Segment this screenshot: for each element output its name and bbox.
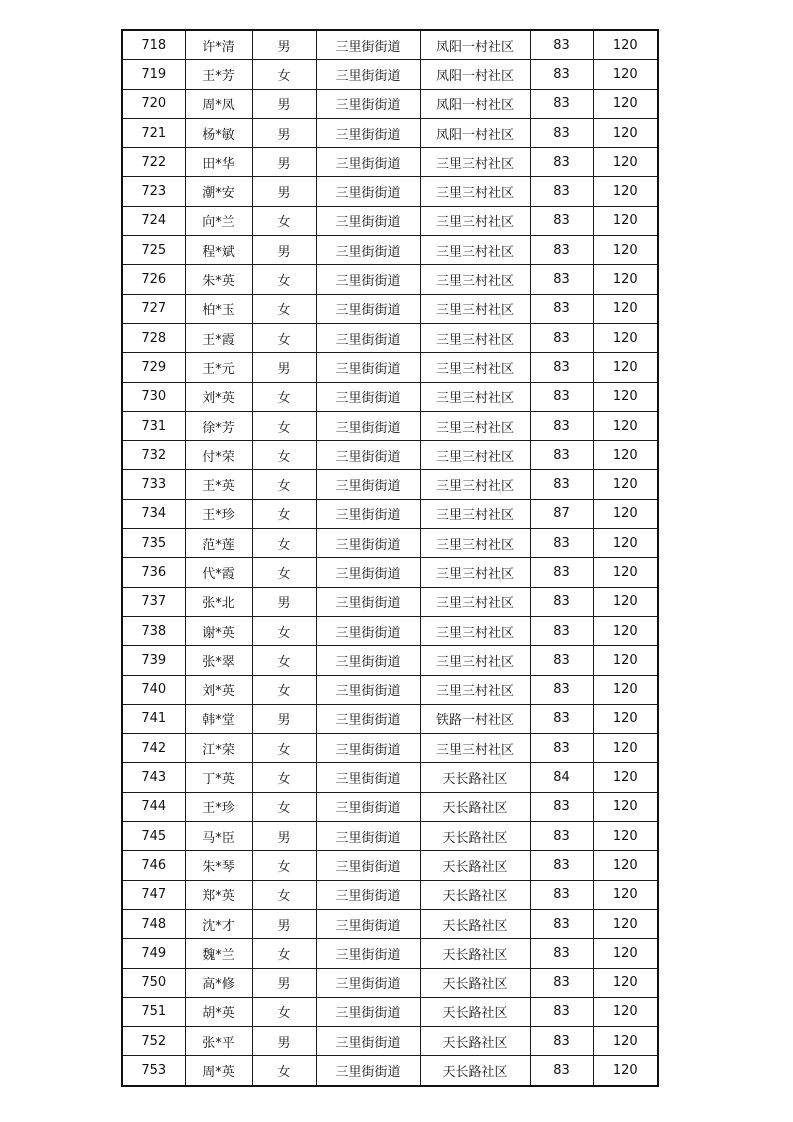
name-cell: 王*芳 bbox=[185, 60, 252, 89]
table-row bbox=[122, 529, 658, 558]
serial-number-cell: 751 bbox=[122, 997, 185, 1026]
amount-cell: 120 bbox=[593, 30, 658, 60]
age-cell: 83 bbox=[530, 880, 593, 909]
serial-number-cell: 746 bbox=[122, 851, 185, 880]
age-cell: 83 bbox=[530, 441, 593, 470]
age-cell: 83 bbox=[530, 148, 593, 177]
amount-cell: 120 bbox=[593, 997, 658, 1026]
serial-number-cell: 749 bbox=[122, 939, 185, 968]
serial-number-cell: 735 bbox=[122, 529, 185, 558]
amount-cell: 120 bbox=[593, 763, 658, 792]
community-cell: 铁路一村社区 bbox=[420, 704, 530, 733]
community-cell: 三里三村社区 bbox=[420, 294, 530, 323]
street-cell: 三里街街道 bbox=[316, 148, 420, 177]
community-cell: 三里三村社区 bbox=[420, 470, 530, 499]
gender-cell: 女 bbox=[252, 499, 316, 528]
community-cell: 三里三村社区 bbox=[420, 587, 530, 616]
name-cell: 柏*玉 bbox=[185, 294, 252, 323]
name-cell: 王*元 bbox=[185, 353, 252, 382]
table-row bbox=[122, 411, 658, 440]
table-row bbox=[122, 880, 658, 909]
street-cell: 三里街街道 bbox=[316, 441, 420, 470]
street-cell: 三里街街道 bbox=[316, 851, 420, 880]
community-cell: 三里三村社区 bbox=[420, 529, 530, 558]
community-cell: 三里三村社区 bbox=[420, 499, 530, 528]
gender-cell: 男 bbox=[252, 30, 316, 60]
name-cell: 丁*英 bbox=[185, 763, 252, 792]
age-cell: 83 bbox=[530, 1027, 593, 1056]
gender-cell: 男 bbox=[252, 89, 316, 118]
name-cell: 潮*安 bbox=[185, 177, 252, 206]
amount-cell: 120 bbox=[593, 294, 658, 323]
community-cell: 三里三村社区 bbox=[420, 734, 530, 763]
table-row bbox=[122, 997, 658, 1026]
table-row bbox=[122, 822, 658, 851]
table-row bbox=[122, 177, 658, 206]
serial-number-cell: 727 bbox=[122, 294, 185, 323]
age-cell: 83 bbox=[530, 851, 593, 880]
community-cell: 凤阳一村社区 bbox=[420, 89, 530, 118]
street-cell: 三里街街道 bbox=[316, 265, 420, 294]
age-cell: 87 bbox=[530, 499, 593, 528]
street-cell: 三里街街道 bbox=[316, 558, 420, 587]
gender-cell: 男 bbox=[252, 1027, 316, 1056]
age-cell: 84 bbox=[530, 763, 593, 792]
serial-number-cell: 732 bbox=[122, 441, 185, 470]
name-cell: 高*修 bbox=[185, 968, 252, 997]
age-cell: 83 bbox=[530, 177, 593, 206]
table-row bbox=[122, 441, 658, 470]
serial-number-cell: 745 bbox=[122, 822, 185, 851]
gender-cell: 男 bbox=[252, 177, 316, 206]
gender-cell: 女 bbox=[252, 529, 316, 558]
community-cell: 天长路社区 bbox=[420, 909, 530, 938]
table-row bbox=[122, 675, 658, 704]
amount-cell: 120 bbox=[593, 265, 658, 294]
gender-cell: 男 bbox=[252, 148, 316, 177]
age-cell: 83 bbox=[530, 558, 593, 587]
street-cell: 三里街街道 bbox=[316, 675, 420, 704]
gender-cell: 女 bbox=[252, 558, 316, 587]
amount-cell: 120 bbox=[593, 909, 658, 938]
name-cell: 胡*英 bbox=[185, 997, 252, 1026]
serial-number-cell: 744 bbox=[122, 792, 185, 821]
street-cell: 三里街街道 bbox=[316, 880, 420, 909]
amount-cell: 120 bbox=[593, 118, 658, 147]
name-cell: 周*英 bbox=[185, 1056, 252, 1086]
street-cell: 三里街街道 bbox=[316, 30, 420, 60]
street-cell: 三里街街道 bbox=[316, 587, 420, 616]
age-cell: 83 bbox=[530, 118, 593, 147]
gender-cell: 男 bbox=[252, 968, 316, 997]
roster-body bbox=[122, 30, 658, 1086]
community-cell: 三里三村社区 bbox=[420, 323, 530, 352]
gender-cell: 女 bbox=[252, 646, 316, 675]
community-cell: 三里三村社区 bbox=[420, 558, 530, 587]
gender-cell: 男 bbox=[252, 118, 316, 147]
age-cell: 83 bbox=[530, 1056, 593, 1086]
name-cell: 王*英 bbox=[185, 470, 252, 499]
age-cell: 83 bbox=[530, 616, 593, 645]
amount-cell: 120 bbox=[593, 177, 658, 206]
table-row bbox=[122, 382, 658, 411]
street-cell: 三里街街道 bbox=[316, 1027, 420, 1056]
age-cell: 83 bbox=[530, 997, 593, 1026]
serial-number-cell: 722 bbox=[122, 148, 185, 177]
table-row bbox=[122, 734, 658, 763]
serial-number-cell: 736 bbox=[122, 558, 185, 587]
name-cell: 张*平 bbox=[185, 1027, 252, 1056]
gender-cell: 女 bbox=[252, 880, 316, 909]
gender-cell: 女 bbox=[252, 323, 316, 352]
street-cell: 三里街街道 bbox=[316, 499, 420, 528]
serial-number-cell: 721 bbox=[122, 118, 185, 147]
table-row bbox=[122, 294, 658, 323]
table-row bbox=[122, 1027, 658, 1056]
name-cell: 沈*才 bbox=[185, 909, 252, 938]
amount-cell: 120 bbox=[593, 880, 658, 909]
gender-cell: 女 bbox=[252, 675, 316, 704]
community-cell: 三里三村社区 bbox=[420, 411, 530, 440]
name-cell: 江*荣 bbox=[185, 734, 252, 763]
community-cell: 三里三村社区 bbox=[420, 382, 530, 411]
serial-number-cell: 733 bbox=[122, 470, 185, 499]
community-cell: 天长路社区 bbox=[420, 1056, 530, 1086]
street-cell: 三里街街道 bbox=[316, 968, 420, 997]
street-cell: 三里街街道 bbox=[316, 1056, 420, 1086]
age-cell: 83 bbox=[530, 675, 593, 704]
age-cell: 83 bbox=[530, 30, 593, 60]
amount-cell: 120 bbox=[593, 851, 658, 880]
community-cell: 三里三村社区 bbox=[420, 353, 530, 382]
amount-cell: 120 bbox=[593, 792, 658, 821]
gender-cell: 女 bbox=[252, 265, 316, 294]
amount-cell: 120 bbox=[593, 441, 658, 470]
table-row bbox=[122, 30, 658, 60]
serial-number-cell: 743 bbox=[122, 763, 185, 792]
street-cell: 三里街街道 bbox=[316, 294, 420, 323]
street-cell: 三里街街道 bbox=[316, 206, 420, 235]
serial-number-cell: 730 bbox=[122, 382, 185, 411]
name-cell: 马*臣 bbox=[185, 822, 252, 851]
amount-cell: 120 bbox=[593, 206, 658, 235]
community-cell: 三里三村社区 bbox=[420, 265, 530, 294]
amount-cell: 120 bbox=[593, 148, 658, 177]
serial-number-cell: 742 bbox=[122, 734, 185, 763]
amount-cell: 120 bbox=[593, 411, 658, 440]
gender-cell: 男 bbox=[252, 353, 316, 382]
serial-number-cell: 740 bbox=[122, 675, 185, 704]
serial-number-cell: 737 bbox=[122, 587, 185, 616]
amount-cell: 120 bbox=[593, 60, 658, 89]
amount-cell: 120 bbox=[593, 382, 658, 411]
community-cell: 三里三村社区 bbox=[420, 675, 530, 704]
age-cell: 83 bbox=[530, 939, 593, 968]
age-cell: 83 bbox=[530, 89, 593, 118]
amount-cell: 120 bbox=[593, 529, 658, 558]
age-cell: 83 bbox=[530, 60, 593, 89]
community-cell: 天长路社区 bbox=[420, 997, 530, 1026]
serial-number-cell: 748 bbox=[122, 909, 185, 938]
gender-cell: 男 bbox=[252, 587, 316, 616]
amount-cell: 120 bbox=[593, 822, 658, 851]
street-cell: 三里街街道 bbox=[316, 411, 420, 440]
gender-cell: 男 bbox=[252, 704, 316, 733]
street-cell: 三里街街道 bbox=[316, 382, 420, 411]
gender-cell: 男 bbox=[252, 236, 316, 265]
community-cell: 天长路社区 bbox=[420, 968, 530, 997]
amount-cell: 120 bbox=[593, 499, 658, 528]
serial-number-cell: 719 bbox=[122, 60, 185, 89]
table-row bbox=[122, 148, 658, 177]
community-cell: 天长路社区 bbox=[420, 939, 530, 968]
age-cell: 83 bbox=[530, 704, 593, 733]
age-cell: 83 bbox=[530, 646, 593, 675]
name-cell: 程*斌 bbox=[185, 236, 252, 265]
serial-number-cell: 724 bbox=[122, 206, 185, 235]
table-row bbox=[122, 1056, 658, 1086]
table-row bbox=[122, 851, 658, 880]
name-cell: 郑*英 bbox=[185, 880, 252, 909]
age-cell: 83 bbox=[530, 792, 593, 821]
age-cell: 83 bbox=[530, 968, 593, 997]
community-cell: 三里三村社区 bbox=[420, 616, 530, 645]
street-cell: 三里街街道 bbox=[316, 763, 420, 792]
street-cell: 三里街街道 bbox=[316, 997, 420, 1026]
serial-number-cell: 739 bbox=[122, 646, 185, 675]
table-row bbox=[122, 792, 658, 821]
serial-number-cell: 747 bbox=[122, 880, 185, 909]
table-row bbox=[122, 499, 658, 528]
community-cell: 天长路社区 bbox=[420, 763, 530, 792]
age-cell: 83 bbox=[530, 353, 593, 382]
age-cell: 83 bbox=[530, 411, 593, 440]
table-row bbox=[122, 704, 658, 733]
gender-cell: 女 bbox=[252, 206, 316, 235]
community-cell: 凤阳一村社区 bbox=[420, 118, 530, 147]
name-cell: 张*翠 bbox=[185, 646, 252, 675]
table-row bbox=[122, 265, 658, 294]
name-cell: 杨*敏 bbox=[185, 118, 252, 147]
age-cell: 83 bbox=[530, 206, 593, 235]
name-cell: 朱*英 bbox=[185, 265, 252, 294]
street-cell: 三里街街道 bbox=[316, 60, 420, 89]
serial-number-cell: 750 bbox=[122, 968, 185, 997]
name-cell: 王*珍 bbox=[185, 792, 252, 821]
name-cell: 王*霞 bbox=[185, 323, 252, 352]
street-cell: 三里街街道 bbox=[316, 646, 420, 675]
street-cell: 三里街街道 bbox=[316, 822, 420, 851]
gender-cell: 女 bbox=[252, 294, 316, 323]
roster-table bbox=[121, 29, 659, 1087]
age-cell: 83 bbox=[530, 734, 593, 763]
table-row bbox=[122, 470, 658, 499]
serial-number-cell: 729 bbox=[122, 353, 185, 382]
name-cell: 向*兰 bbox=[185, 206, 252, 235]
community-cell: 天长路社区 bbox=[420, 851, 530, 880]
table-row bbox=[122, 616, 658, 645]
amount-cell: 120 bbox=[593, 89, 658, 118]
table-row bbox=[122, 587, 658, 616]
name-cell: 付*荣 bbox=[185, 441, 252, 470]
name-cell: 许*清 bbox=[185, 30, 252, 60]
gender-cell: 女 bbox=[252, 470, 316, 499]
amount-cell: 120 bbox=[593, 470, 658, 499]
street-cell: 三里街街道 bbox=[316, 704, 420, 733]
street-cell: 三里街街道 bbox=[316, 529, 420, 558]
table-row bbox=[122, 939, 658, 968]
community-cell: 天长路社区 bbox=[420, 880, 530, 909]
street-cell: 三里街街道 bbox=[316, 353, 420, 382]
age-cell: 83 bbox=[530, 909, 593, 938]
amount-cell: 120 bbox=[593, 968, 658, 997]
community-cell: 天长路社区 bbox=[420, 822, 530, 851]
amount-cell: 120 bbox=[593, 734, 658, 763]
amount-cell: 120 bbox=[593, 323, 658, 352]
amount-cell: 120 bbox=[593, 616, 658, 645]
community-cell: 三里三村社区 bbox=[420, 236, 530, 265]
serial-number-cell: 725 bbox=[122, 236, 185, 265]
gender-cell: 女 bbox=[252, 441, 316, 470]
age-cell: 83 bbox=[530, 822, 593, 851]
table-row bbox=[122, 323, 658, 352]
amount-cell: 120 bbox=[593, 236, 658, 265]
name-cell: 朱*琴 bbox=[185, 851, 252, 880]
name-cell: 徐*芳 bbox=[185, 411, 252, 440]
amount-cell: 120 bbox=[593, 704, 658, 733]
table-row bbox=[122, 89, 658, 118]
amount-cell: 120 bbox=[593, 939, 658, 968]
table-row bbox=[122, 763, 658, 792]
amount-cell: 120 bbox=[593, 558, 658, 587]
gender-cell: 女 bbox=[252, 411, 316, 440]
serial-number-cell: 753 bbox=[122, 1056, 185, 1086]
gender-cell: 女 bbox=[252, 1056, 316, 1086]
age-cell: 83 bbox=[530, 470, 593, 499]
community-cell: 三里三村社区 bbox=[420, 148, 530, 177]
name-cell: 代*霞 bbox=[185, 558, 252, 587]
gender-cell: 女 bbox=[252, 763, 316, 792]
gender-cell: 女 bbox=[252, 939, 316, 968]
gender-cell: 女 bbox=[252, 997, 316, 1026]
name-cell: 范*莲 bbox=[185, 529, 252, 558]
street-cell: 三里街街道 bbox=[316, 470, 420, 499]
community-cell: 三里三村社区 bbox=[420, 206, 530, 235]
age-cell: 83 bbox=[530, 529, 593, 558]
name-cell: 魏*兰 bbox=[185, 939, 252, 968]
age-cell: 83 bbox=[530, 236, 593, 265]
community-cell: 凤阳一村社区 bbox=[420, 30, 530, 60]
gender-cell: 女 bbox=[252, 60, 316, 89]
table-row bbox=[122, 558, 658, 587]
community-cell: 天长路社区 bbox=[420, 792, 530, 821]
gender-cell: 女 bbox=[252, 382, 316, 411]
age-cell: 83 bbox=[530, 323, 593, 352]
street-cell: 三里街街道 bbox=[316, 734, 420, 763]
name-cell: 刘*英 bbox=[185, 675, 252, 704]
serial-number-cell: 738 bbox=[122, 616, 185, 645]
table-row bbox=[122, 968, 658, 997]
street-cell: 三里街街道 bbox=[316, 118, 420, 147]
street-cell: 三里街街道 bbox=[316, 792, 420, 821]
street-cell: 三里街街道 bbox=[316, 909, 420, 938]
table-row bbox=[122, 909, 658, 938]
table-row bbox=[122, 118, 658, 147]
serial-number-cell: 723 bbox=[122, 177, 185, 206]
age-cell: 83 bbox=[530, 294, 593, 323]
serial-number-cell: 726 bbox=[122, 265, 185, 294]
table-row bbox=[122, 353, 658, 382]
gender-cell: 女 bbox=[252, 734, 316, 763]
name-cell: 张*北 bbox=[185, 587, 252, 616]
serial-number-cell: 718 bbox=[122, 30, 185, 60]
table-row bbox=[122, 646, 658, 675]
serial-number-cell: 752 bbox=[122, 1027, 185, 1056]
age-cell: 83 bbox=[530, 587, 593, 616]
amount-cell: 120 bbox=[593, 353, 658, 382]
community-cell: 三里三村社区 bbox=[420, 441, 530, 470]
gender-cell: 女 bbox=[252, 792, 316, 821]
amount-cell: 120 bbox=[593, 1056, 658, 1086]
gender-cell: 女 bbox=[252, 851, 316, 880]
amount-cell: 120 bbox=[593, 587, 658, 616]
serial-number-cell: 731 bbox=[122, 411, 185, 440]
name-cell: 周*凤 bbox=[185, 89, 252, 118]
community-cell: 三里三村社区 bbox=[420, 646, 530, 675]
street-cell: 三里街街道 bbox=[316, 89, 420, 118]
community-cell: 三里三村社区 bbox=[420, 177, 530, 206]
name-cell: 王*珍 bbox=[185, 499, 252, 528]
community-cell: 天长路社区 bbox=[420, 1027, 530, 1056]
age-cell: 83 bbox=[530, 265, 593, 294]
table-row bbox=[122, 206, 658, 235]
amount-cell: 120 bbox=[593, 646, 658, 675]
serial-number-cell: 741 bbox=[122, 704, 185, 733]
community-cell: 凤阳一村社区 bbox=[420, 60, 530, 89]
name-cell: 谢*英 bbox=[185, 616, 252, 645]
gender-cell: 男 bbox=[252, 909, 316, 938]
name-cell: 刘*英 bbox=[185, 382, 252, 411]
table-row bbox=[122, 236, 658, 265]
serial-number-cell: 720 bbox=[122, 89, 185, 118]
street-cell: 三里街街道 bbox=[316, 939, 420, 968]
street-cell: 三里街街道 bbox=[316, 616, 420, 645]
gender-cell: 男 bbox=[252, 822, 316, 851]
amount-cell: 120 bbox=[593, 1027, 658, 1056]
name-cell: 韩*堂 bbox=[185, 704, 252, 733]
street-cell: 三里街街道 bbox=[316, 323, 420, 352]
age-cell: 83 bbox=[530, 382, 593, 411]
street-cell: 三里街街道 bbox=[316, 177, 420, 206]
gender-cell: 女 bbox=[252, 616, 316, 645]
amount-cell: 120 bbox=[593, 675, 658, 704]
serial-number-cell: 728 bbox=[122, 323, 185, 352]
table-row bbox=[122, 60, 658, 89]
serial-number-cell: 734 bbox=[122, 499, 185, 528]
street-cell: 三里街街道 bbox=[316, 236, 420, 265]
name-cell: 田*华 bbox=[185, 148, 252, 177]
